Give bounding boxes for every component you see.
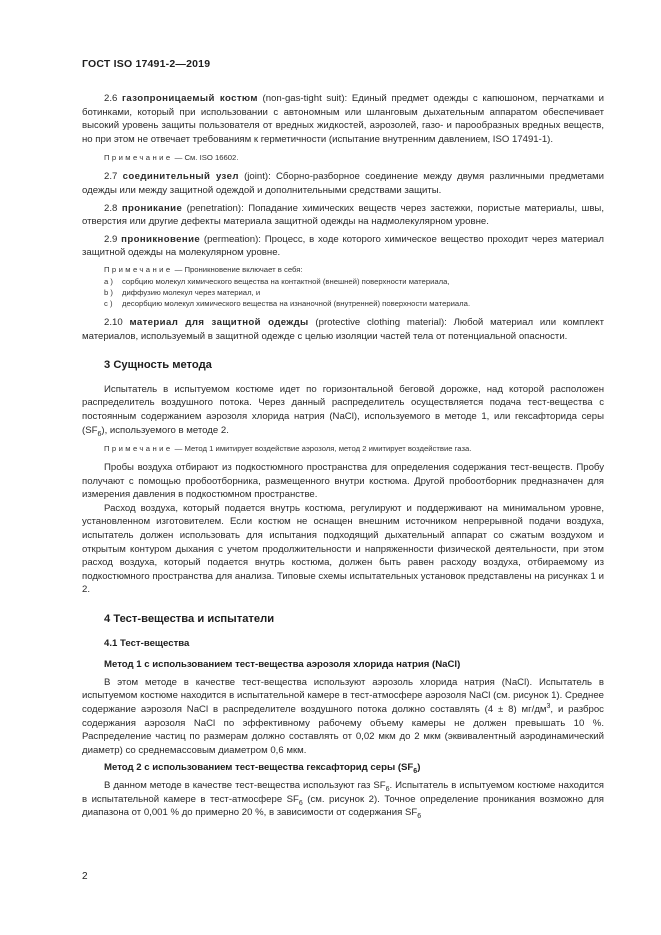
- entry-2-9: 2.9 проникновение (permeation): Процесс, в ходе которого химическое вещество проходит через материал защитной одежды на молекулярном уровне.: [82, 233, 604, 259]
- page-number: 2: [82, 871, 88, 882]
- term: материал для защитной одежды: [129, 316, 309, 328]
- list-item: b ) диффузию молекул через материал, и: [104, 287, 261, 297]
- section-3-title: 3 Сущность метода: [104, 359, 212, 372]
- subsection-4-1-title: 4.1 Тест-вещества: [104, 637, 190, 649]
- section-3-paragraph-3: Расход воздуха, который подается внутрь костюма, регулируют и поддерживают на минимальном уровне, установленном изготовителем. Если костюм не оснащен внешним источником непрерывной подачи воздуха, испытатель должен использовать для испытания подходящий дыхательный аппарат со сжатым воздухом и открытым контуром дыхания с учетом продолжительности и напряженности физической деятельности, при этом расход воздуха, который подается внутрь костюма, должен быть равен расходу воздуха, отбираемому из подкостюмного пространства для анализа. Типовые схемы испытательных установок представлены на рисунках 1 и 2.: [82, 502, 604, 596]
- term: соединительный узел: [122, 171, 239, 183]
- page-body: [82, 92, 604, 820]
- note-section-3: Примечание — Метод 1 имитирует воздействие аэрозоля, метод 2 имитирует воздействие газа.: [104, 444, 472, 454]
- section-3-paragraph-2: Пробы воздуха отбирают из подкостюмного пространства для определения содержания тест-веществ. Пробу получают с помощью пробоотборника, размещенного внутри костюма. Другой пробоотборник предназначен для измерения давления в подкостюмном пространстве.: [82, 462, 604, 501]
- list-item: a ) сорбцию молекул химического вещества на контактной (внешней) поверхности материала,: [104, 276, 450, 286]
- term: проникание: [121, 202, 183, 214]
- section-3-paragraph-1: Испытатель в испытуемом костюме идет по горизонтальной беговой дорожке, над которой расположен распределитель воздушного потока. Через данный распределитель осуществляется подача тест-вещества с постоянным содержанием аэрозоля хлорида натрия (NaCl), используемого в методе 1, или гексафторида серы $(SF_6)$, используемого в методе 2.: [82, 383, 604, 438]
- entry-2-7: 2.7 соединительный узел (joint): Сборно-разборное соединение между двумя различными предметами одежды или между защитной одеждой и дополнительными средствами защиты.: [82, 171, 605, 196]
- entry-2-6: 2.6 газопроницаемый костюм (non-gas-tight suit): Единый предмет одежды с капюшоном, перчатками и ботинками, который при использовании с автономным или шланговым дыхательным аппаратом обеспечивает высокий уровень защиты пользователя от вредных жидкостей, аэрозолей, газо- и парообразных вредных веществ, но при этом не отвечает требованиям к герметичности (испытание внутренним давлением, ISO 17491-1).: [82, 93, 604, 145]
- term: газопроницаемый костюм: [122, 93, 258, 104]
- section-4-title: 4 Тест-вещества и испытатели: [104, 613, 275, 626]
- note-2-9: Примечание — Проникновение включает в себя: a ) сорбцию молекул химического вещества на контактной (внешней) поверхности материала, b ) диффузию молекул через материал, и c ) десорбцию молекул химического вещества на изнаночной (внутренней) поверхности материала.: [104, 264, 604, 309]
- document-header: ГОСТ ISO 17491-2—2019: [82, 58, 211, 70]
- entry-2-8: 2.8 проникание (penetration): Попадание химических веществ через застежки, пористые материалы, швы, отверстия или другие дефекты материала защитной одежды на надмолекулярном уровне.: [82, 202, 604, 228]
- method-2-title: Метод 2 с использованием тест-вещества гексафторид серы $(SF_6)$: [104, 762, 421, 776]
- note-2-6: Примечание — См. ISO 16602.: [104, 153, 239, 163]
- method-1-title: Метод 1 с использованием тест-вещества аэрозоля хлорида натрия (NaCl): [104, 659, 461, 671]
- method-1-paragraph: В этом методе в качестве тест-вещества используют аэрозоль хлорида натрия (NaCl). Испытатель в испытуемом костюме находится в испытательной камере в тест-атмосфере аэрозоля NaCl (см. рисунок 1). Среднее содержание аэрозоля NaCl в распределителе воздушного потока должно составлять (4 ± 8) $мг/дм^3$, и разброс содержания аэрозоля NaCl по эффективному рабочему объему камеры не должен превышать 10 %. Распределение частиц по размерам должно составлять от 0,02 мкм до 2 мкм (эквивалентный аэродинамический диаметр) со среднемассовым диаметром 0,6 мкм.: [82, 676, 604, 756]
- list-item: c ) десорбцию молекул химического вещества на изнаночной (внутренней) поверхности материала.: [104, 298, 471, 308]
- method-2-paragraph: В данном методе в качестве тест-вещества используют газ $SF_6$. Испытатель в испытуемом костюме находится в испытательной камере в тест-атмосфере $SF_6$ (см. рисунок 2). Точное определение проникания возможно для диапазона от 0,001 % до примерно 20 %, в зависимости от содержания $SF_6$: [82, 779, 604, 821]
- term: проникновение: [121, 233, 201, 245]
- entry-2-10: 2.10 материал для защитной одежды (protective clothing material): Любой материал или комплект материалов, используемый в защитной одежде с целью изоляции частей тела от потенциальной опасности.: [82, 316, 604, 342]
